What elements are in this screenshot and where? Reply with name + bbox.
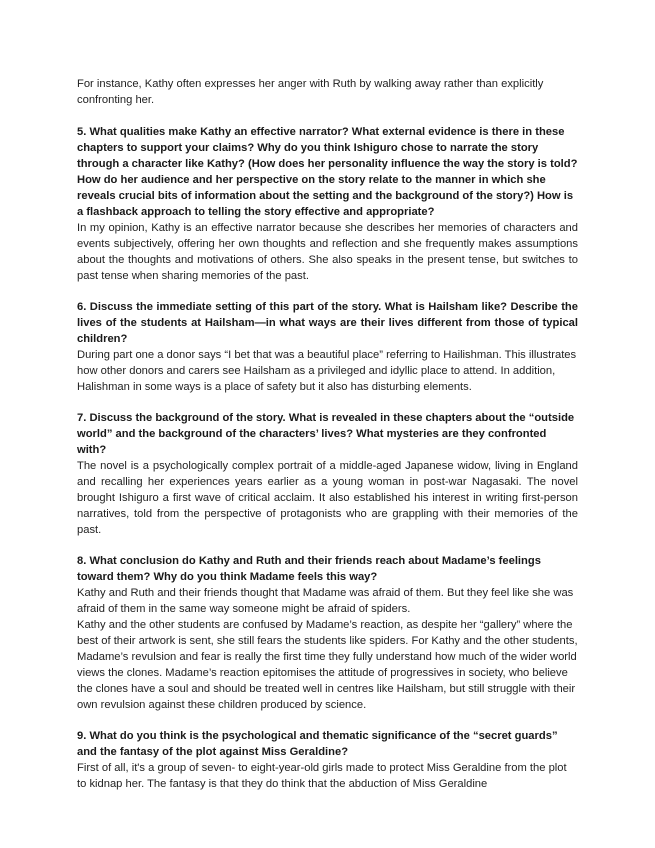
answer-8-part-2: Kathy and the other students are confused by Madame’s reaction, as despite her “gallery” where the best of their artwork is sent, she still fears the students like spiders. For Kathy and the other students, Madame’s revulsion and fear is really the first time they fully understand how much of the wider world views the clones. Madame’s reaction epitomises the attitude of progressives in society, who believe the clones have a soul and should be treated well in centres like Hailsham, but still struggle with their own revulsion against these children produced by science. <box>77 619 578 711</box>
question-6: 6. Discuss the immediate setting of this part of the story. What is Hailsham like? Describe the lives of the students at Hailsham—in what ways are their lives different from those of typical children? <box>77 301 578 345</box>
question-5: 5. What qualities make Kathy an effective narrator? What external evidence is there in these chapters to support your claims? Why do you think Ishiguro chose to narrate the story through a character like Kathy? (How does her personality influence the way the story is told? How do her audience and her perspective on the story relate to the manner in which she reveals crucial bits of information about the setting and the background of the story?) How is a flashback approach to telling the story effective and appropriate? <box>77 126 578 218</box>
question-8: 8. What conclusion do Kathy and Ruth and their friends reach about Madame’s feelings toward them? Why do you think Madame feels this way? <box>77 555 541 583</box>
answer-7: The novel is a psychologically complex portrait of a middle-aged Japanese widow, living in England and recalling her experiences years earlier as a young woman in post-war Nagasaki. The novel brought Ishiguro a first wave of critical acclaim. It also established his interest in writing first-person narratives, told from the perspective of protagonists who are grappling with their memories of the past. <box>77 460 578 536</box>
answer-8-part-1: Kathy and Ruth and their friends thought that Madame was afraid of them. But they feel like she was afraid of them in the same way someone might be afraid of spiders. <box>77 587 574 615</box>
answer-9: First of all, it's a group of seven- to eight-year-old girls made to protect Miss Geraldine from the plot to kidnap her. The fantasy is that they do think that the abduction of Miss Geraldine <box>77 762 567 790</box>
question-9: 9. What do you think is the psychological and thematic significance of the “secret guards” and the fantasy of the plot against Miss Geraldine? <box>77 730 558 758</box>
answer-6: During part one a donor says “I bet that was a beautiful place” referring to Hailishman. This illustrates how other donors and carers see Hailsham as a privileged and idyllic place to attend. In addition, Halishman in some ways is a place of safety but it also has disturbing elements. <box>77 349 577 393</box>
question-7: 7. Discuss the background of the story. What is revealed in these chapters about the “outside world” and the background of the characters’ lives? What mysteries are they confronted with? <box>77 412 575 456</box>
answer-5: In my opinion, Kathy is an effective narrator because she describes her memories of characters and events subjectively, offering her own thoughts and reflection and she frequently makes assumptions about the thoughts and motivations of others. She also speaks in the present tense, but switches to past tense when sharing memories of the past. <box>77 222 578 282</box>
intro-paragraph: For instance, Kathy often expresses her anger with Ruth by walking away rather than explicitly confronting her. <box>77 78 544 106</box>
